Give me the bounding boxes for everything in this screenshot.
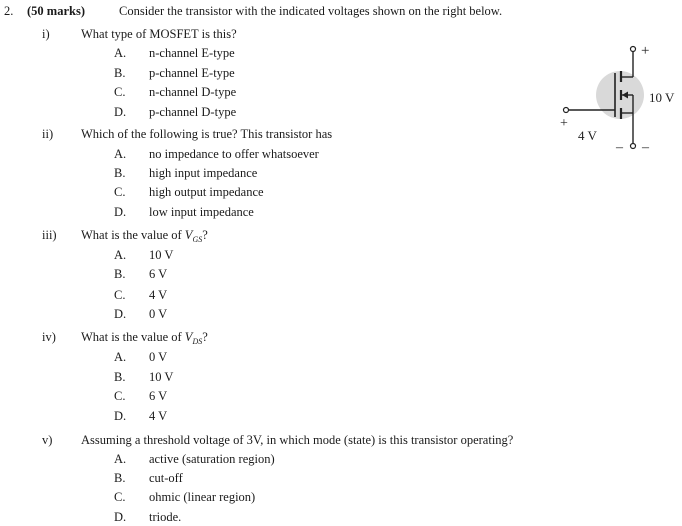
option-text: p-channel D-type <box>149 105 237 119</box>
option-text: 10 V <box>149 248 174 262</box>
option-text: 0 V <box>149 350 168 364</box>
question-marks: (50 marks) <box>27 4 85 18</box>
option-text: cut-off <box>149 471 183 485</box>
part-question: What is the value of $V_{DS}$? <box>81 330 208 346</box>
option-letter: D. <box>114 205 127 219</box>
option-letter: C. <box>114 389 126 403</box>
question-intro: Consider the transistor with the indicated voltages shown on the right below. <box>119 4 503 18</box>
part-label: i) <box>42 27 50 41</box>
option-text: 4 V <box>149 288 168 302</box>
option-letter: C. <box>114 85 126 99</box>
part-question: What type of MOSFET is this? <box>81 27 237 41</box>
option-text: ohmic (linear region) <box>149 490 256 504</box>
part-question: Assuming a threshold voltage of 3V, in which mode (state) is this transistor operating? <box>81 433 514 447</box>
option-letter: D. <box>114 307 127 321</box>
option-letter: B. <box>114 66 126 80</box>
part-label: iv) <box>42 330 56 344</box>
option-letter: A. <box>114 46 127 60</box>
option-letter: B. <box>114 166 126 180</box>
option-letter: C. <box>114 288 126 302</box>
source-minus-right: – <box>642 140 649 155</box>
option-text: p-channel E-type <box>149 66 235 80</box>
option-letter: A. <box>114 350 127 364</box>
option-text: high input impedance <box>149 166 258 180</box>
gate-plus-sign: + <box>560 116 568 131</box>
source-minus-left: – <box>616 140 623 155</box>
option-letter: D. <box>114 510 127 524</box>
drain-terminal <box>631 47 636 52</box>
option-letter: B. <box>114 471 126 485</box>
option-letter: B. <box>114 370 126 384</box>
option-letter: D. <box>114 105 127 119</box>
option-letter: C. <box>114 185 126 199</box>
option-letter: A. <box>114 147 127 161</box>
supply-voltage-label: 10 V <box>649 90 675 105</box>
part-label: v) <box>42 433 53 447</box>
mosfet-circuit-diagram <box>555 40 682 160</box>
gate-voltage-label: 4 V <box>578 128 597 143</box>
option-text: 10 V <box>149 370 174 384</box>
option-letter: D. <box>114 409 127 423</box>
question-number: 2. <box>4 4 14 18</box>
gate-terminal <box>564 108 569 113</box>
option-text: triode. <box>149 510 182 524</box>
option-text: 4 V <box>149 409 168 423</box>
part-label: iii) <box>42 228 57 242</box>
option-text: n-channel E-type <box>149 46 235 60</box>
part-question: Which of the following is true? This transistor has <box>81 127 333 141</box>
drain-plus-sign: + <box>641 43 650 59</box>
option-text: no impedance to offer whatsoever <box>149 147 319 161</box>
option-text: high output impedance <box>149 185 264 199</box>
option-letter: A. <box>114 248 127 262</box>
part-question: What is the value of $V_{GS}$? <box>81 228 208 244</box>
option-text: 6 V <box>149 389 168 403</box>
option-text: n-channel D-type <box>149 85 237 99</box>
option-text: 6 V <box>149 267 168 281</box>
option-letter: C. <box>114 490 126 504</box>
option-letter: A. <box>114 452 127 466</box>
option-letter: B. <box>114 267 126 281</box>
part-label: ii) <box>42 127 54 141</box>
option-text: active (saturation region) <box>149 452 275 466</box>
source-terminal <box>631 144 636 149</box>
option-text: low input impedance <box>149 205 254 219</box>
option-text: 0 V <box>149 307 168 321</box>
